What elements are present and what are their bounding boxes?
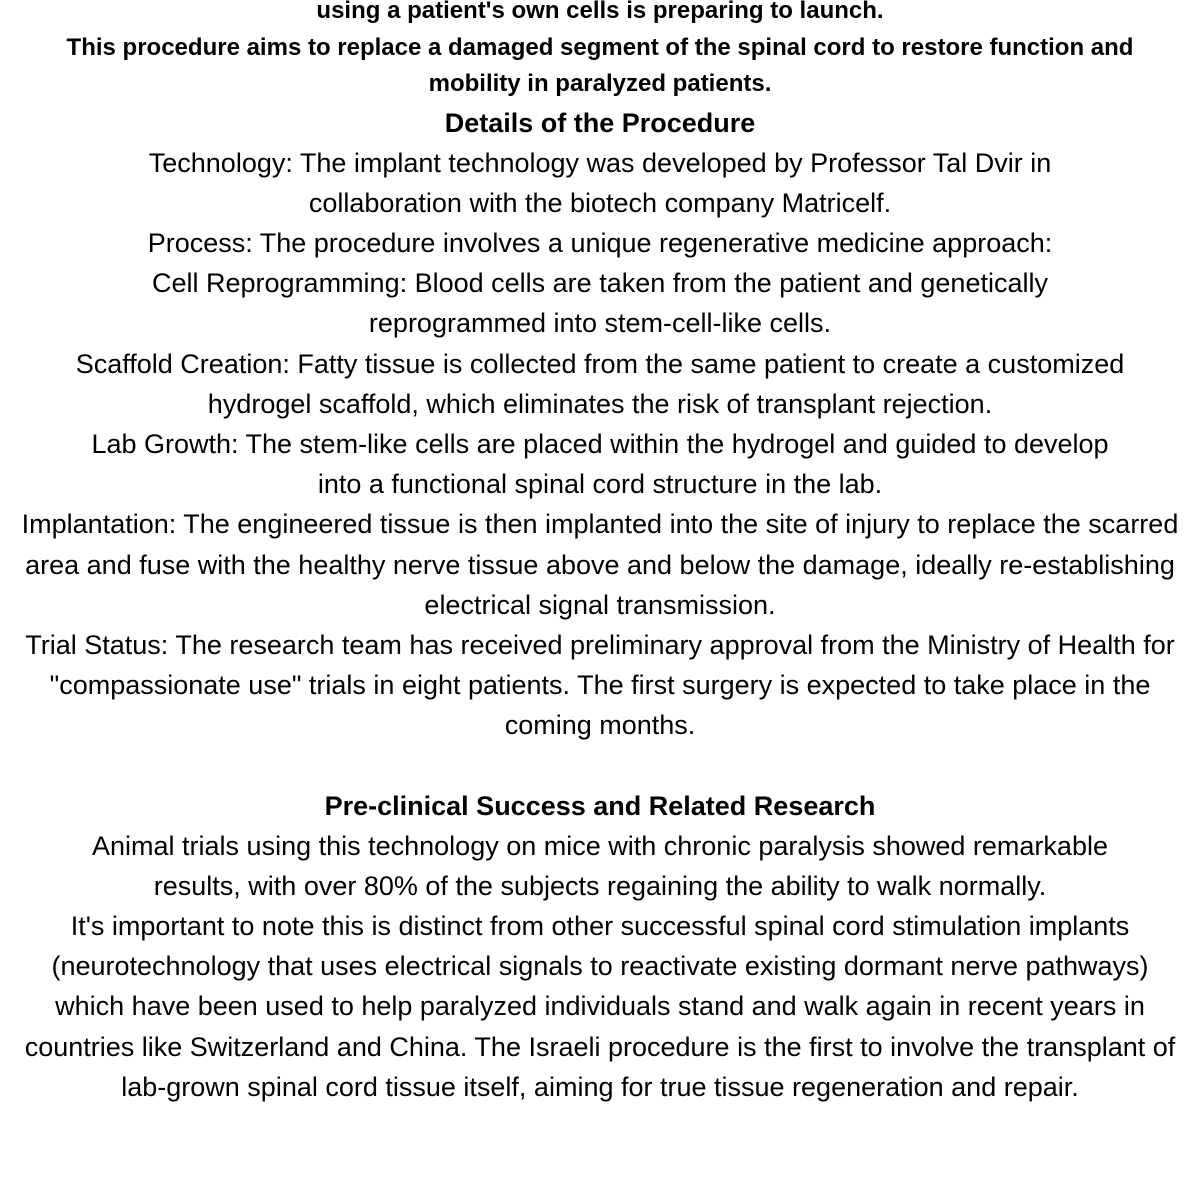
intro-partial-line: using a patient's own cells is preparing to launch.: [316, 0, 884, 24]
section-spacer: [0, 746, 1200, 786]
implantation-paragraph: Implantation: The engineered tissue is then implanted into the site of injury to replace the scarred area and fuse with the healthy nerve tissue above and below the damage, ideally re-establishing electrical signal transmission.: [21, 509, 1179, 620]
scaffold-creation-paragraph: Scaffold Creation: Fatty tissue is collected from the same patient to create a customized hydrogel scaffold, which eliminates the risk of transplant rejection.: [75, 348, 1125, 419]
animal-trials-paragraph: Animal trials using this technology on mice with chronic paralysis showed remarkable results, with over 80% of the subjects regaining the ability to walk normally.: [92, 830, 1108, 901]
intro-aim: This procedure aims to replace a damaged segment of the spinal cord to restore function and mobility in paralyzed patients.: [66, 33, 1134, 97]
trial-status-paragraph: Trial Status: The research team has received preliminary approval from the Ministry of Health for "compassionate use" trials in eight patients. The first surgery is expected to take place in the coming months.: [25, 629, 1175, 741]
distinction-paragraph: It's important to note this is distinct from other successful spinal cord stimulation implants (neurotechnology that uses electrical signals to reactivate existing dormant nerve pathways) which have been used to help paralyzed individuals stand and walk again in recent years in countries like Switzerland and China. The Israeli procedure is the first to involve the transplant of lab-grown spinal cord tissue itself, aiming for true tissue regeneration and repair.: [24, 910, 1176, 1102]
cell-reprogramming-paragraph: Cell Reprogramming: Blood cells are taken from the patient and genetically reprogrammed into stem-cell-like cells.: [152, 268, 1048, 339]
process-paragraph: Process: The procedure involves a unique regenerative medicine approach:: [147, 227, 1053, 258]
technology-paragraph: Technology: The implant technology was developed by Professor Tal Dvir in collaboration with the biotech company Matricelf.: [148, 147, 1052, 218]
lab-growth-paragraph: Lab Growth: The stem-like cells are placed within the hydrogel and guided to develop into a functional spinal cord structure in the lab.: [91, 428, 1109, 500]
details-heading: Details of the Procedure: [444, 107, 756, 138]
preclinical-heading: Pre-clinical Success and Related Research: [324, 790, 876, 821]
